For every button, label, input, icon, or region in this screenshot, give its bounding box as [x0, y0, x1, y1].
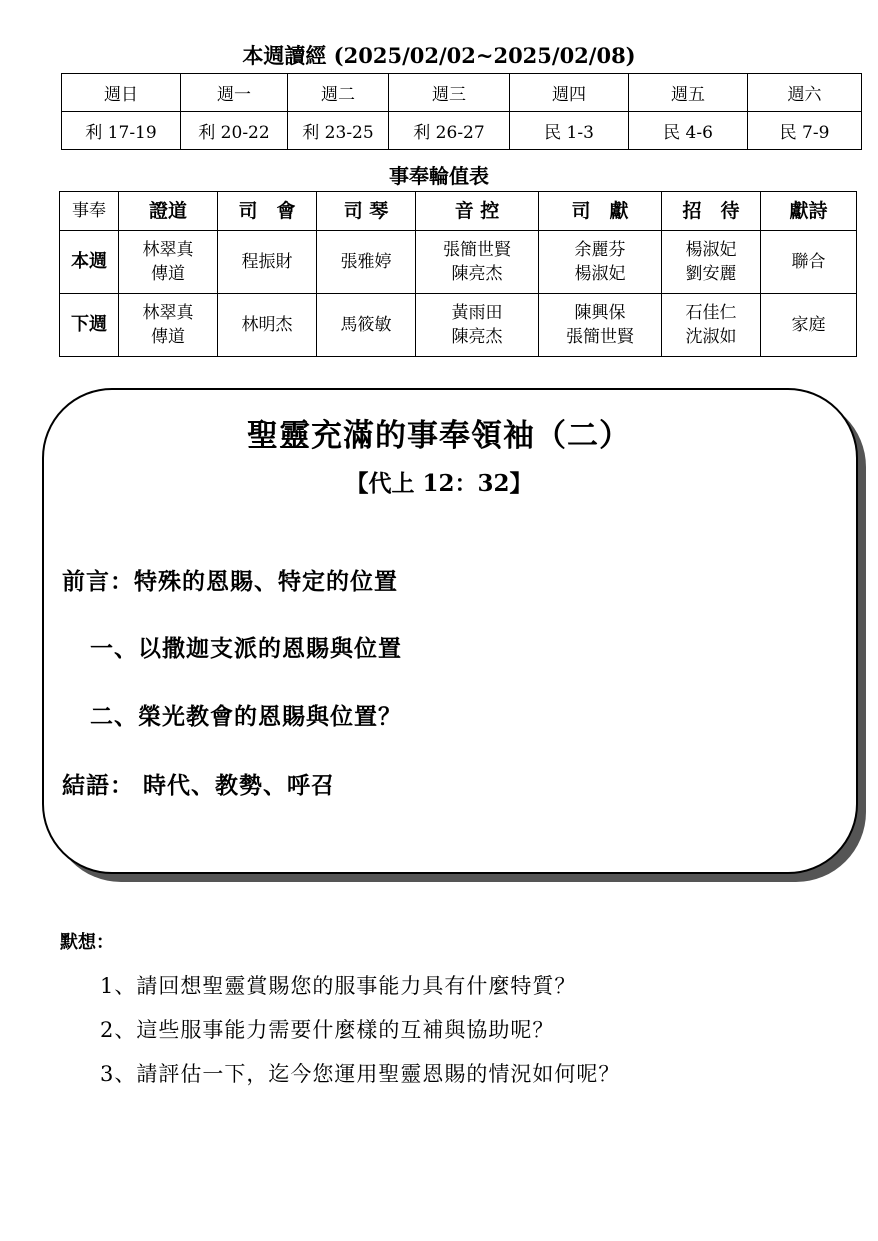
passage-wed: 利 26-27 — [389, 112, 510, 150]
day-thu: 週四 — [510, 74, 629, 112]
day-wed: 週三 — [389, 74, 510, 112]
meditation-question-1: 1、請回想聖靈賞賜您的服事能力具有什麼特質？ — [100, 974, 577, 998]
passage-sun: 利 17-19 — [62, 112, 181, 150]
row-label: 本週 — [60, 231, 119, 294]
cell-piano: 張雅婷 — [317, 231, 416, 294]
meditation-label: 默想： — [60, 932, 114, 953]
reading-days-row — [62, 74, 862, 112]
offering-name-2: 張簡世賢 — [566, 327, 634, 347]
cell-host: 林明杰 — [218, 294, 317, 357]
day-sun: 週日 — [62, 74, 181, 112]
offering-name-1: 余麗芬 — [574, 240, 626, 260]
header-preach: 證道 — [119, 192, 218, 231]
meditation-question-3: 3、請評估一下，迄今您運用聖靈恩賜的情況如何呢？ — [100, 1062, 621, 1086]
cell-ushers — [662, 294, 761, 357]
header-role: 事奉 — [60, 192, 119, 231]
passage-sat: 民 7-9 — [748, 112, 862, 150]
day-mon: 週一 — [181, 74, 288, 112]
sound-name-1: 張簡世賢 — [443, 240, 511, 260]
duty-row-this-week — [60, 231, 857, 294]
usher-name-1: 楊淑妃 — [685, 240, 737, 260]
duty-header-row — [60, 192, 857, 231]
cell-offering — [539, 231, 662, 294]
header-choir: 獻詩 — [761, 192, 857, 231]
preacher-title: 傳道 — [151, 327, 185, 347]
cell-preach — [119, 294, 218, 357]
row-label: 下週 — [60, 294, 119, 357]
sermon-point-2: 二、榮光教會的恩賜與位置？ — [90, 703, 402, 730]
cell-host: 程振財 — [218, 231, 317, 294]
preacher-name: 林翠真 — [142, 303, 194, 323]
header-offering: 司 獻 — [539, 192, 662, 231]
usher-name-1: 石佳仁 — [685, 303, 737, 323]
cell-ushers — [662, 231, 761, 294]
passage-fri: 民 4-6 — [629, 112, 748, 150]
reading-passages-row — [62, 112, 862, 150]
sound-name-2: 陳亮杰 — [451, 327, 503, 347]
header-host: 司 會 — [218, 192, 317, 231]
sound-name-2: 陳亮杰 — [451, 264, 503, 284]
day-fri: 週五 — [629, 74, 748, 112]
cell-sound — [416, 294, 539, 357]
cell-piano: 馬筱敏 — [317, 294, 416, 357]
cell-offering — [539, 294, 662, 357]
meditation-question-2: 2、這些服事能力需要什麼樣的互補與協助呢？ — [100, 1018, 555, 1042]
cell-preach — [119, 231, 218, 294]
day-tue: 週二 — [288, 74, 389, 112]
sermon-reference: 【代上 12：32】 — [345, 470, 533, 497]
header-sound: 音 控 — [416, 192, 539, 231]
cell-choir: 家庭 — [761, 294, 857, 357]
reading-table — [61, 73, 862, 150]
passage-thu: 民 1-3 — [510, 112, 629, 150]
duty-title: 事奉輪值表 — [389, 164, 489, 188]
sermon-intro: 前言：特殊的恩賜、特定的位置 — [62, 568, 398, 595]
offering-name-2: 楊淑妃 — [574, 264, 626, 284]
preacher-name: 林翠真 — [142, 240, 194, 260]
preacher-title: 傳道 — [151, 264, 185, 284]
offering-name-1: 陳興保 — [574, 303, 626, 323]
reading-title: 本週讀經 (2025/02/02~2025/02/08) — [242, 43, 636, 68]
header-ushers: 招 待 — [662, 192, 761, 231]
day-sat: 週六 — [748, 74, 862, 112]
duty-table — [59, 191, 857, 357]
sermon-point-1: 一、以撒迦支派的恩賜與位置 — [90, 635, 402, 662]
header-piano: 司 琴 — [317, 192, 416, 231]
usher-name-2: 沈淑如 — [685, 327, 737, 347]
cell-sound — [416, 231, 539, 294]
passage-mon: 利 20-22 — [181, 112, 288, 150]
usher-name-2: 劉安麗 — [685, 264, 737, 284]
sermon-conclusion: 結語： 時代、教勢、呼召 — [62, 772, 336, 799]
sound-name-1: 黃雨田 — [451, 303, 503, 323]
duty-row-next-week — [60, 294, 857, 357]
passage-tue: 利 23-25 — [288, 112, 389, 150]
sermon-title: 聖靈充滿的事奉領袖（二） — [247, 418, 631, 454]
cell-choir: 聯合 — [761, 231, 857, 294]
